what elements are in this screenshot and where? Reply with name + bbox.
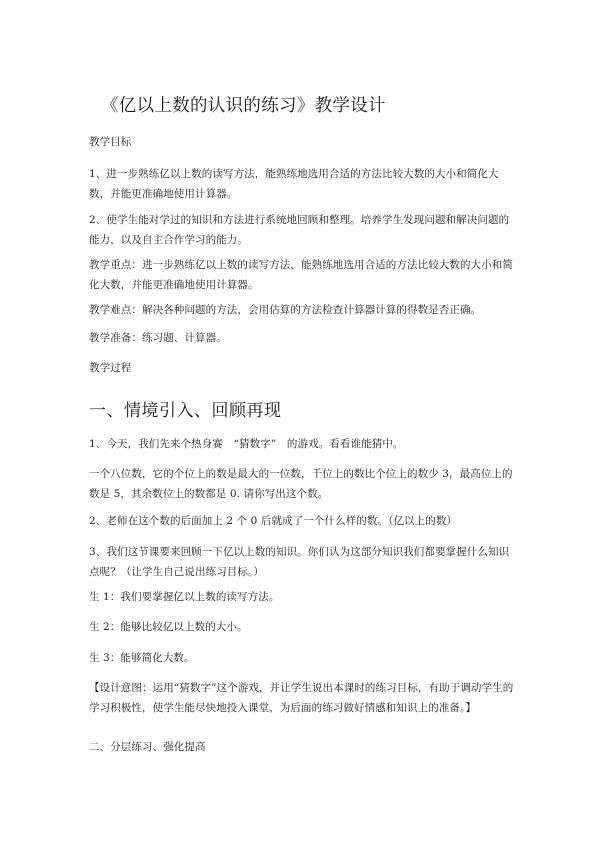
- student-1: 生 1：我们要掌握亿以上数的读写方法。: [89, 591, 280, 603]
- paragraph-2: 一个八位数，它的个位上的数是最大的一位数，千位上的数比个位上的数少 3，最高位上的数是 5，其余数位上的数都是 0. 请你写出这个数。: [89, 468, 513, 500]
- preparation: 教学准备：练习题、计算器。: [89, 332, 227, 344]
- difficulty: 教学难点：解决各种问题的方法，会用估算的方法检查计算器计算的得数是否正确。: [89, 304, 482, 316]
- process-heading: 教学过程: [89, 362, 132, 374]
- student-3: 生 3：能够简化大数。: [89, 652, 195, 664]
- objective-2: 2、使学生能对学过的知识和方法进行系统地回顾和整理。培养学生发现问题和解决问题的能力，以及自主合作学习的能力。: [89, 214, 510, 246]
- paragraph-4: 3、我们这节课要来回顾一下亿以上数的知识。你们认为这部分知识我们都要掌握什么知识点呢？（让学生自己说出练习目标。）: [89, 546, 510, 578]
- paragraph-1: 1、今天，我们先来个热身赛 “猜数字” 的游戏。看看谁能猜中。: [89, 438, 404, 450]
- document-title: 《亿以上数的认识的练习》教学设计: [101, 96, 386, 116]
- objective-1: 1、进一步熟练亿以上数的读写方法，能熟练地选用合适的方法比较大数的大小和简化大数，并能更准确地使用计算器。: [89, 168, 499, 200]
- section-1-heading: 一、情境引入、回顾再现: [89, 401, 282, 421]
- section-2-heading: 二、分层练习、强化提高: [89, 741, 206, 753]
- design-intent: 【设计意图：运用“猜数字”这个游戏，并让学生说出本课时的练习目标，有助于调动学生的学习积极性，使学生能尽快地投入课堂，为后面的练习做好情感和知识上的准备。】: [89, 682, 514, 714]
- paragraph-3: 2、老师在这个数的后面加上 2 个 0 后就成了一个什么样的数。（亿以上的数）: [89, 515, 458, 527]
- student-2: 生 2：能够比较亿以上数的大小。: [89, 621, 248, 633]
- key-point: 教学重点：进一步熟练亿以上数的读写方法，能熟练地选用合适的方法比较大数的大小和简化大数，并能更准确地使用计算器。: [89, 259, 513, 291]
- objective-heading: 教学目标: [89, 136, 132, 148]
